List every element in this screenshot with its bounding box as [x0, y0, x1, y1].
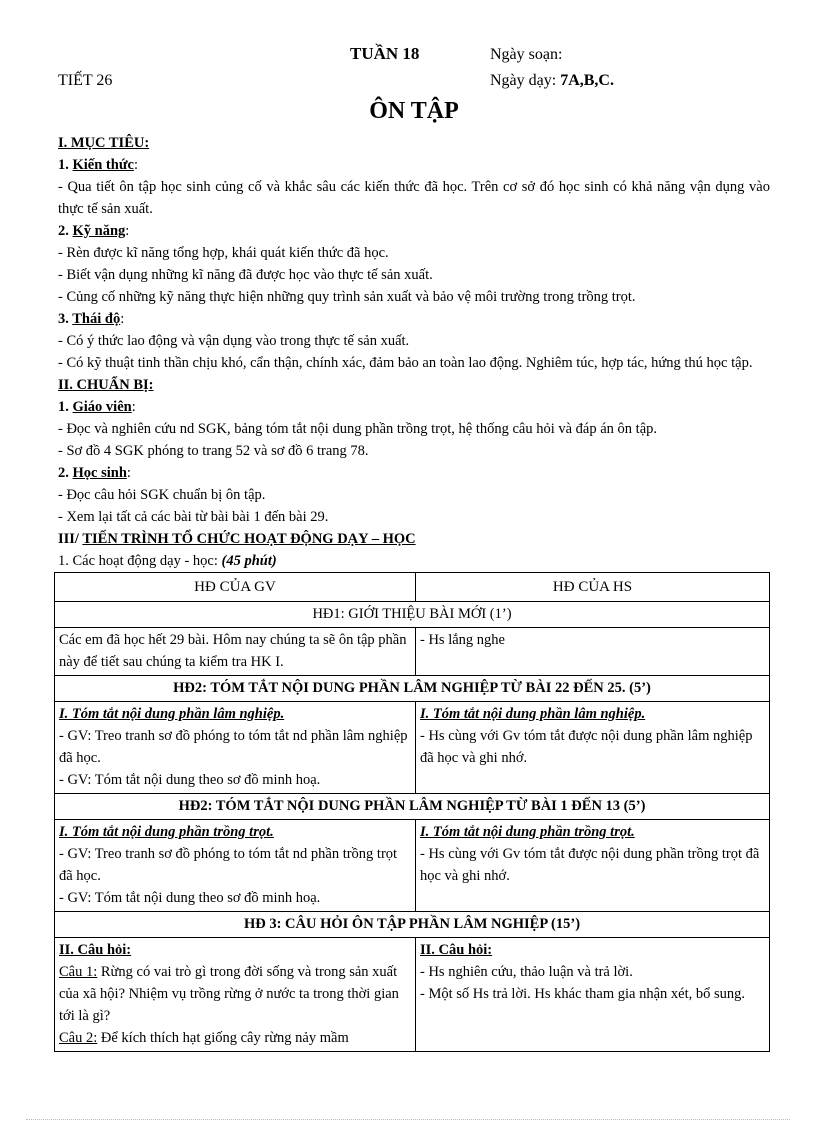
attitude-line: - Có ý thức lao động và vận dụng vào trong thực tế sản xuất. — [58, 333, 410, 349]
page-footer-dots — [26, 1119, 790, 1120]
teach-date — [490, 72, 614, 90]
table-row — [55, 676, 770, 702]
subsection-attitude: 3. Thái độ: — [58, 311, 125, 327]
hd3-student: II. Câu hỏi: - Hs nghiên cứu, thảo luận và trả lời. - Một số Hs trả lời. Hs khác tham gia nhận xét, bổ sung. — [416, 938, 770, 1052]
skills-line: - Củng cố những kỹ năng thực hiện những quy trình sản xuất và bảo vệ môi trường trong trồng trọt. — [58, 289, 636, 305]
subsection-teacher: 1. Giáo viên: — [58, 399, 136, 415]
hd1-title: HĐ1: GIỚI THIỆU BÀI MỚI (1’) — [55, 602, 770, 628]
student-line: - Đọc câu hỏi SGK chuẩn bị ôn tập. — [58, 487, 266, 503]
table-row — [55, 702, 770, 794]
table-header-row — [55, 573, 770, 602]
teacher-line: - Sơ đồ 4 SGK phóng to trang 52 và sơ đồ 6 trang 78. — [58, 443, 369, 459]
lesson-number: TIẾT 26 — [58, 72, 113, 89]
teacher-line: - Đọc và nghiên cứu nd SGK, bảng tóm tắt nội dung phần trồng trọt, hệ thống câu hỏi và đáp án ôn tập. — [58, 421, 658, 437]
activities-label: 1. Các hoạt động dạy - học: (45 phút) — [58, 553, 277, 569]
skills-line: - Rèn được kĩ năng tổng hợp, khái quát kiến thức đã học. — [58, 245, 389, 261]
col-teacher-header: HĐ CỦA GV — [55, 573, 416, 602]
hd1-student: - Hs lắng nghe — [416, 628, 770, 676]
page-title: ÔN TẬP — [369, 98, 459, 124]
section-preparation: II. CHUẨN BỊ: — [58, 377, 154, 393]
hd2a-title: HĐ2: TÓM TẮT NỘI DUNG PHẦN LÂM NGHIỆP TỪ BÀI 22 ĐẾN 25. (5’) — [55, 676, 770, 702]
subsection-knowledge: 1. Kiến thức: — [58, 157, 138, 173]
knowledge-line: - Qua tiết ôn tập học sinh củng cố và khắc sâu các kiến thức đã học. Trên cơ sở đó học sinh có khả năng vận dụng vào thực tế sản xuất. — [58, 179, 770, 217]
table-row — [55, 602, 770, 628]
table-row — [55, 820, 770, 912]
attitude-line: - Có kỹ thuật tinh thần chịu khó, cẩn thận, chính xác, đảm bảo an toàn lao động. Nghiêm túc, hợp tác, hứng thú học tập. — [58, 355, 753, 371]
hd2a-teacher: I. Tóm tắt nội dung phần lâm nghiệp. - GV: Treo tranh sơ đồ phóng to tóm tắt nd phần lâm nghiệp đã học. - GV: Tóm tắt nội dung theo sơ đồ minh hoạ. — [55, 702, 416, 794]
table-row — [55, 794, 770, 820]
section-process: III/ TIẾN TRÌNH TỔ CHỨC HOẠT ĐỘNG DẠY – HỌC — [58, 531, 416, 547]
prep-date-label: Ngày soạn: — [490, 46, 563, 63]
subsection-skills: 2. Kỹ năng: — [58, 223, 130, 239]
document-body — [58, 132, 770, 1052]
table-row — [55, 938, 770, 1052]
hd2b-title: HĐ2: TÓM TẮT NỘI DUNG PHẦN LÂM NGHIỆP TỪ BÀI 1 ĐẾN 13 (5’) — [55, 794, 770, 820]
student-line: - Xem lại tất cả các bài từ bài bài 1 đến bài 29. — [58, 509, 329, 525]
subsection-student: 2. Học sinh: — [58, 465, 131, 481]
hd3-teacher: II. Câu hỏi: Câu 1: Rừng có vai trò gì trong đời sống và trong sản xuất của xã hội? Nhiệm vụ trồng rừng ở nước ta trong thời gian tới là gì? Câu 2: Để kích thích hạt giống cây rừng nảy mầm — [55, 938, 416, 1052]
hd2b-student: I. Tóm tắt nội dung phần trồng trọt. - Hs cùng với Gv tóm tắt được nội dung phần trồng trọt đã học và ghi nhớ. — [416, 820, 770, 912]
hd1-teacher: Các em đã học hết 29 bài. Hôm nay chúng ta sẽ ôn tập phần này để tiết sau chúng ta kiểm tra HK I. — [55, 628, 416, 676]
section-objectives: I. MỤC TIÊU: — [58, 135, 150, 151]
skills-line: - Biết vận dụng những kĩ năng đã được học vào thực tế sản xuất. — [58, 267, 433, 283]
col-student-header: HĐ CỦA HS — [416, 573, 770, 602]
table-row — [55, 628, 770, 676]
activities-table — [54, 572, 770, 1052]
week-label: TUẦN 18 — [350, 44, 420, 63]
teach-date-label: Ngày dạy: — [490, 72, 557, 89]
hd3-title: HĐ 3: CÂU HỎI ÔN TẬP PHẦN LÂM NGHIỆP (15’) — [55, 912, 770, 938]
hd2b-teacher: I. Tóm tắt nội dung phần trồng trọt. - GV: Treo tranh sơ đồ phóng to tóm tắt nd phần trồng trọt đã học. - GV: Tóm tắt nội dung theo sơ đồ minh hoạ. — [55, 820, 416, 912]
teach-classes: 7A,B,C. — [560, 72, 614, 89]
table-row — [55, 912, 770, 938]
hd2a-student: I. Tóm tắt nội dung phần lâm nghiệp. - Hs cùng với Gv tóm tắt được nội dung phần lâm nghiệp đã học và ghi nhớ. — [416, 702, 770, 794]
